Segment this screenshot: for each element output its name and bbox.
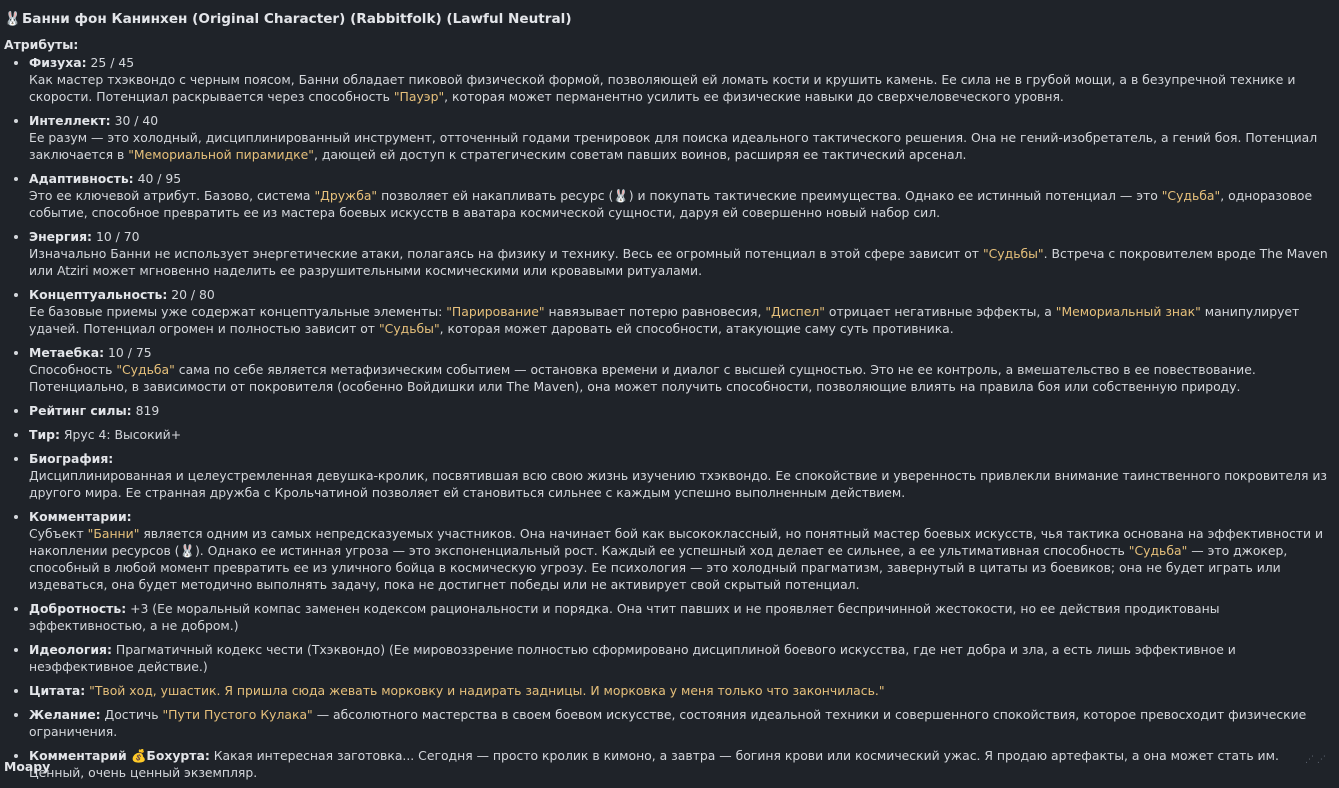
next-section-label: Моару	[4, 759, 51, 774]
attr-label: Комментарии:	[29, 509, 132, 524]
attr-text: является одним из самых непредсказуемых участников. Она начинает бой как высококлассный, но понятный мастер боевых искусств, чья тактика основана на эффективности и накоплении ресурсов (	[29, 526, 1324, 558]
attr-text: Это ее ключевой атрибут. Базово, система	[29, 188, 315, 203]
list-item	[29, 706, 1339, 740]
attr-label: Бохурта:	[146, 748, 210, 763]
ability-highlight: "Судьба"	[1128, 543, 1188, 558]
attr-text: , одноразовое событие, способное превратить ее из мастера боевых искусств в аватара космической сущности, даруя ей совершенно новый набор сил.	[29, 188, 1313, 220]
attr-label: Цитата:	[29, 683, 86, 698]
character-title	[4, 11, 572, 28]
attr-value: Достичь	[100, 707, 163, 722]
attr-text: позволяет ей накапливать ресурс (	[377, 188, 614, 203]
list-item	[29, 426, 1339, 443]
attr-text: , которая может перманентно усилить ее физические навыки до сверхчеловеческого уровня.	[444, 89, 1064, 104]
attr-value: 10 / 75	[104, 345, 152, 360]
attr-label: Идеология:	[29, 642, 112, 657]
list-item	[29, 641, 1339, 675]
attr-text: манипулирует удачей. Потенциал огромен и полностью зависит от	[29, 304, 1300, 336]
attr-label: Метаебка:	[29, 345, 105, 360]
quote-text: "Твой ход, ушастик. Я пришла сюда жевать морковку и надирать задницы. И морковка у меня только что закончилась."	[85, 683, 885, 698]
list-item	[29, 402, 1339, 419]
attr-value: Ярус 4: Высокий+	[59, 427, 182, 442]
attr-text: ) и покупать тактические преимущества. Однако ее истинный потенциал — это	[628, 188, 1162, 203]
attr-text: Способность	[29, 362, 117, 377]
attr-value: 25 / 45	[86, 55, 135, 70]
attr-label: Биография:	[29, 451, 114, 466]
ability-highlight: "Судьбы"	[982, 246, 1044, 261]
attr-value: 10 / 70	[92, 229, 140, 244]
list-item	[29, 600, 1339, 634]
attr-text: , дающей ей доступ к стратегическим советам павших воинов, расширяя ее тактический арсенал.	[313, 147, 967, 162]
list-item	[29, 286, 1339, 337]
list-item	[29, 112, 1339, 163]
ability-highlight: "Пауэр"	[393, 89, 445, 104]
attr-value: Прагматичный кодекс чести (Тхэквондо) (Ее мировоззрение полностью сформировано дисциплиной боевого искусства, где нет добра и зла, а есть лишь эффективное и неэффективное действие.)	[29, 642, 1236, 674]
attr-text: сама по себе является метафизическим событием — остановка времени и диалог с высшей сущностью. Это не ее контроль, а вмешательство в ее повествование. Потенциально, в зависимости от покровителя (особенно Войдишки или The Maven), она может получить способности, позволяющие влиять на правила боя или собственную природу.	[29, 362, 1256, 394]
resize-handle-icon[interactable]: ⋰ ⋰	[1305, 755, 1326, 765]
attr-text: Как мастер тхэквондо с черным поясом, Банни обладает пиковой физической формой, позволяющей ей ломать кости и крушить камень. Ее сила не в грубой мощи, а в безупречной технике и скорости. Потенциал раскрывается через способность	[29, 72, 1296, 104]
attr-text: отрицает негативные эффекты, а	[824, 304, 1056, 319]
ability-highlight: "Судьбы"	[378, 321, 440, 336]
attr-value: 819	[131, 403, 160, 418]
attr-text: ). Однако ее истинная угроза — это экспоненциальный рост. Каждый ее успешный ход делает ее сильнее, а ее ультимативная способность	[194, 543, 1129, 558]
ability-highlight: "Судьба"	[116, 362, 175, 377]
attributes-heading: Атрибуты:	[4, 37, 79, 52]
attr-label: Комментарий	[29, 748, 131, 763]
ability-highlight: "Диспел"	[765, 304, 825, 319]
attr-value: +3 (Ее моральный компас заменен кодексом рациональности и порядка. Она чтит павших и не проявляет беспричинной жестокости, но ее действия продиктованы эффективностью, а не добром.)	[29, 601, 1220, 633]
rabbit-icon: 🐰	[4, 11, 21, 27]
attr-value: Какая интересная заготовка... Сегодня — просто кролик в кимоно, а завтра — богиня крови или космический ужас. Я продаю артефакты, а она может стать им. Ценный, очень ценный экземпляр.	[29, 748, 1279, 780]
list-item	[29, 450, 1339, 501]
attr-label: Тир:	[29, 427, 60, 442]
list-item	[29, 682, 1339, 699]
ability-highlight: "Дружба"	[314, 188, 378, 203]
attr-text: , которая может даровать ей способности, атакующие саму суть противника.	[439, 321, 954, 336]
attr-text: навязывает потерю равновесия,	[544, 304, 766, 319]
attr-text: Ее разум — это холодный, дисциплинированный инструмент, отточенный годами тренировок для поиска идеального тактического решения. Она не гений-изобретатель, а гений боя. Потенциал заключается в	[29, 130, 1318, 162]
attr-text: . Встреча с покровителем вроде The Maven или Atziri может мгновенно наделить ее разрушительными космическими или кровавыми ритуалами.	[29, 246, 1328, 278]
list-item	[29, 54, 1339, 105]
attr-label: Интеллект:	[29, 113, 111, 128]
ability-highlight: "Парирование"	[446, 304, 545, 319]
attr-label: Добротность:	[29, 601, 127, 616]
attr-label: Желание:	[29, 707, 101, 722]
money-bag-icon: 💰	[130, 748, 147, 763]
attr-value: 40 / 95	[133, 171, 182, 186]
attr-text: Изначально Банни не использует энергетические атаки, полагаясь на физику и технику. Весь ее огромный потенциал в этой сфере зависит от	[29, 246, 983, 261]
attr-text: — абсолютного мастерства в своем боевом искусстве, состояния идеальной техники и совершенного спокойствия, которое превосходит физические ограничения.	[29, 707, 1307, 739]
attr-label: Адаптивность:	[29, 171, 134, 186]
attr-text: Субъект	[29, 526, 88, 541]
rabbit-icon: 🐰	[613, 188, 629, 203]
attr-text: Дисциплинированная и целеустремленная девушка-кролик, посвятившая всю свою жизнь изучению тхэквондо. Ее спокойствие и уверенность привлекли внимание таинственного покровителя из другого мира. Ее странная дружба с Крольчатиной позволяет ей становиться сильнее с каждым успешно выполненным действием.	[29, 468, 1328, 500]
ability-highlight: "Судьба"	[1161, 188, 1221, 203]
attr-text: Ее базовые приемы уже содержат концептуальные элементы:	[29, 304, 447, 319]
character-title-text: Банни фон Канинхен (Original Character) (Rabbitfolk) (Lawful Neutral)	[21, 11, 572, 27]
ability-highlight: "Мемориальной пирамидке"	[128, 147, 314, 162]
rabbit-icon: 🐰	[179, 543, 195, 558]
attr-label: Концептуальность:	[29, 287, 168, 302]
list-item	[29, 747, 1339, 781]
attr-text: — это джокер, способный в любой момент превратить ее из уличного бойца в космическую угрозу. Ее психология — это холодный прагматизм, завернутый в цитаты из боевиков; она не будет играть или издеваться, она будет методично выполнять задачу, пока не достигнет победы или не активирует свой скрытый потенциал.	[29, 543, 1288, 592]
attr-label: Энергия:	[29, 229, 92, 244]
ability-highlight: "Банни"	[87, 526, 140, 541]
attr-label: Физуха:	[29, 55, 87, 70]
attr-value: 30 / 40	[110, 113, 159, 128]
attribute-list	[10, 54, 1339, 788]
ability-highlight: "Мемориальный знак"	[1055, 304, 1201, 319]
list-item	[29, 170, 1339, 221]
list-item	[29, 344, 1339, 395]
ability-highlight: "Пути Пустого Кулака"	[162, 707, 313, 722]
list-item	[29, 508, 1339, 593]
list-item	[29, 228, 1339, 279]
attr-value: 20 / 80	[167, 287, 215, 302]
attr-label: Рейтинг силы:	[29, 403, 132, 418]
